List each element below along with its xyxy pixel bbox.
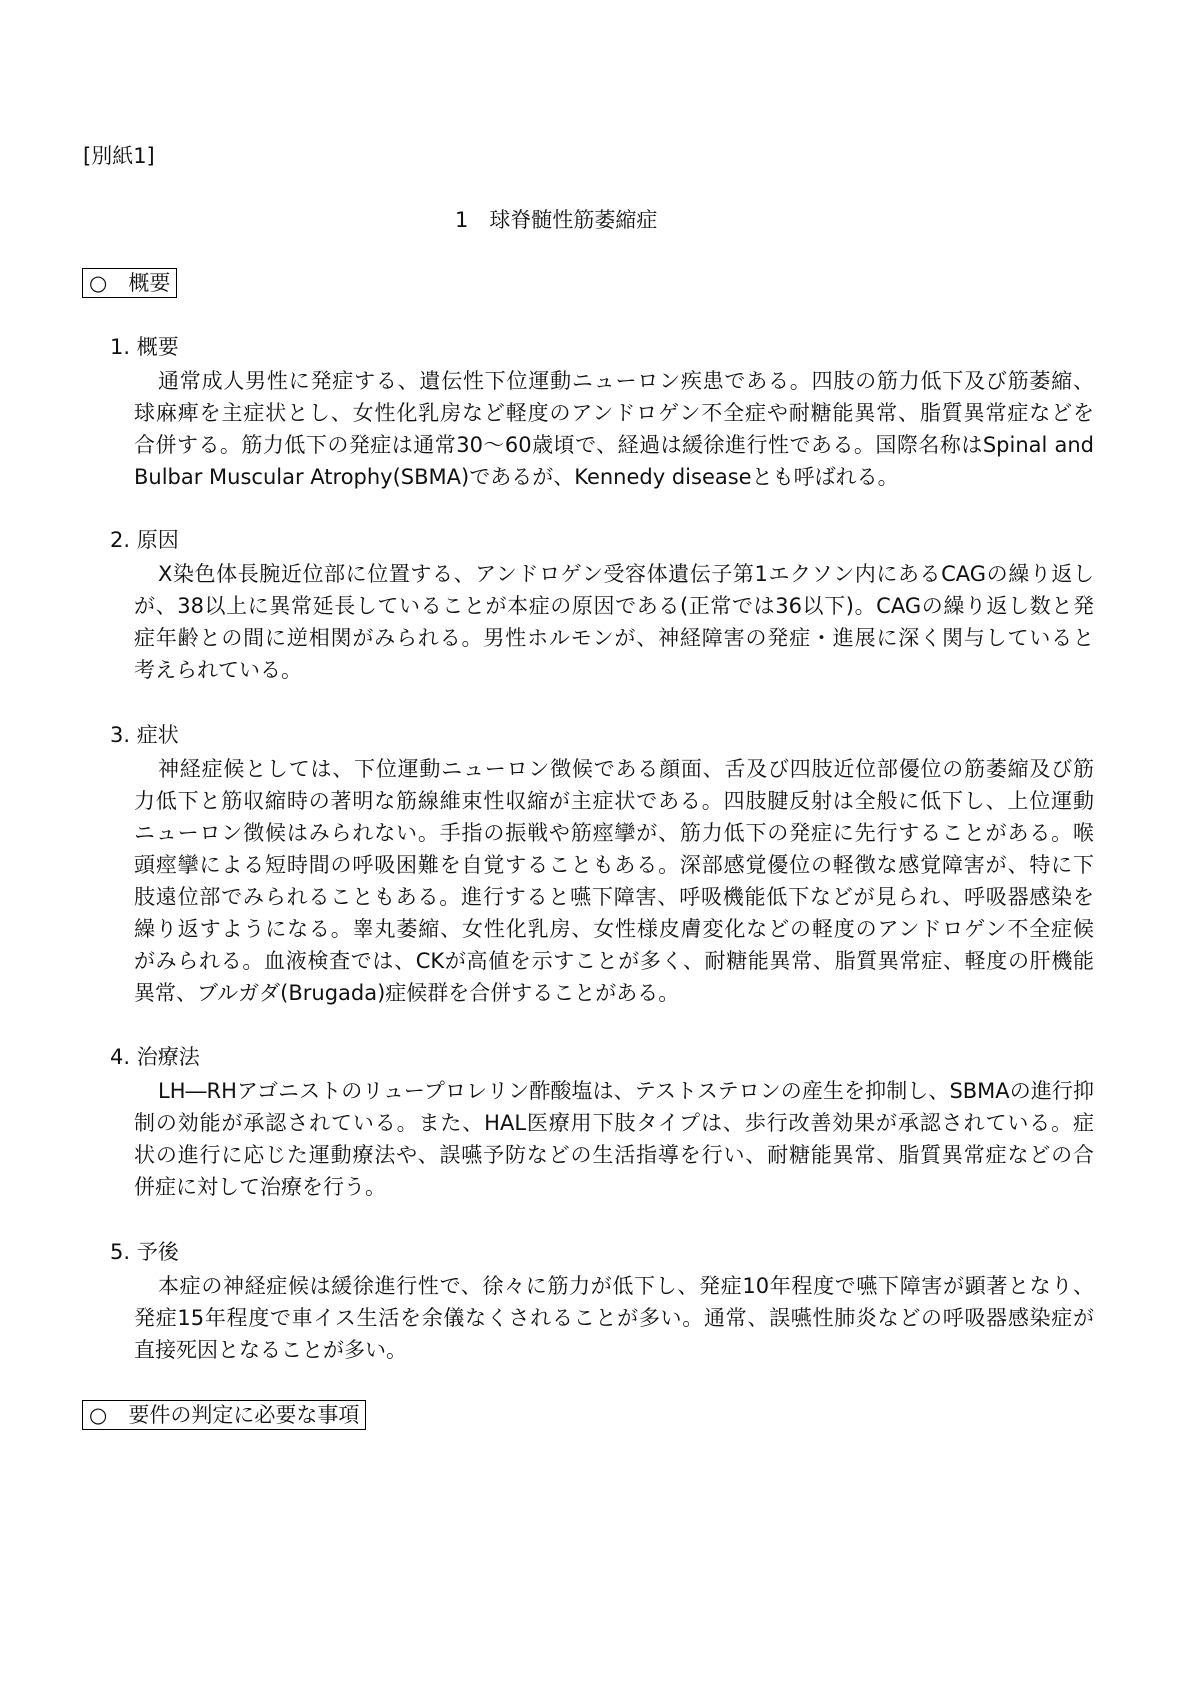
text-line: 球麻痺を主症状とし、女性化乳房など軽度のアンドロゲン不全症や耐糖能異常、脂質異常症などを (134, 401, 1094, 425)
text-line: 肢遠位部でみられることもある。進行すると嚥下障害、呼吸機能低下などが見られ、呼吸器感染を (134, 885, 1094, 909)
section-heading: 3. 症状 (110, 723, 179, 747)
section-heading: 2. 原因 (110, 528, 179, 552)
text-line: X染色体長腕近位部に位置する、アンドロゲン受容体遺伝子第1エクソン内にあるCAGの繰り返し (158, 562, 1094, 586)
text-line: 繰り返すようになる。睾丸萎縮、女性化乳房、女性様皮膚変化などの軽度のアンドロゲン不全症候 (134, 917, 1094, 941)
text-line: 直接死因となることが多い。 (134, 1338, 407, 1362)
section (110, 1236, 1100, 1366)
section-paragraph (134, 1270, 1094, 1366)
section (110, 1041, 1100, 1203)
text-line: 状の進行に応じた運動療法や、誤嚥予防などの生活指導を行い、耐糖能異常、脂質異常症などの合 (134, 1143, 1094, 1167)
section-heading: 4. 治療法 (110, 1045, 200, 1069)
text-line: がみられる。血液検査では、CKが高値を示すことが多く、耐糖能異常、脂質異常症、軽度の肝機能 (134, 949, 1094, 973)
section (110, 719, 1100, 1009)
text-line: 併症に対して治療を行う。 (134, 1175, 386, 1199)
document-title: 1 球脊髄性筋萎縮症 (455, 208, 658, 232)
text-line: が、38以上に異常延長していることが本症の原因である(正常では36以下)。CAGの繰り返し数と発 (134, 594, 1094, 618)
text-line: 発症15年程度で車イス生活を余儀なくされることが多い。通常、誤嚥性肺炎などの呼吸器感染症が (134, 1306, 1094, 1330)
section (110, 331, 1100, 493)
text-line: 通常成人男性に発症する、遺伝性下位運動ニューロン疾患である。四肢の筋力低下及び筋萎縮、 (158, 369, 1094, 393)
text-line: 神経症候としては、下位運動ニューロン徴候である顔面、舌及び四肢近位部優位の筋萎縮及び筋 (158, 757, 1094, 781)
text-line: 症年齢との間に逆相関がみられる。男性ホルモンが、神経障害の発症・進展に深く関与していると (134, 626, 1094, 650)
section-paragraph (134, 365, 1094, 493)
section-paragraph (134, 1075, 1094, 1203)
section (110, 524, 1100, 686)
section-box-requirements: ○ 要件の判定に必要な事項 (82, 1400, 366, 1430)
text-line: 考えられている。 (134, 658, 302, 682)
section-box-overview: ○ 概要 (82, 268, 177, 298)
text-line: 制の効能が承認されている。また、HAL医療用下肢タイプは、歩行改善効果が承認されている。症 (134, 1111, 1094, 1135)
section-heading: 1. 概要 (110, 335, 179, 359)
text-line: 本症の神経症候は緩徐進行性で、徐々に筋力が低下し、発症10年程度で嚥下障害が顕著となり、 (158, 1274, 1094, 1298)
section-paragraph (134, 558, 1094, 686)
text-line: 力低下と筋収縮時の著明な筋線維束性収縮が主症状である。四肢腱反射は全般に低下し、上位運動 (134, 789, 1094, 813)
section-paragraph (134, 753, 1094, 1009)
section-heading: 5. 予後 (110, 1240, 179, 1264)
text-line: 合併する。筋力低下の発症は通常30～60歳頃で、経過は緩徐進行性である。国際名称はSpinal and (134, 433, 1094, 457)
text-line: Bulbar Muscular Atrophy(SBMA)であるが、Kennedy diseaseとも呼ばれる。 (134, 465, 899, 489)
text-line: LH―RHアゴニストのリュープロレリン酢酸塩は、テストステロンの産生を抑制し、SBMAの進行抑 (158, 1079, 1094, 1103)
text-line: 異常、ブルガダ(Brugada)症候群を合併することがある。 (134, 981, 680, 1005)
attachment-label: [別紙1] (83, 144, 155, 168)
text-line: ニューロン徴候はみられない。手指の振戦や筋痙攣が、筋力低下の発症に先行することがある。喉 (134, 821, 1094, 845)
text-line: 頭痙攣による短時間の呼吸困難を自覚することもある。深部感覚優位の軽徴な感覚障害が、特に下 (134, 853, 1094, 877)
